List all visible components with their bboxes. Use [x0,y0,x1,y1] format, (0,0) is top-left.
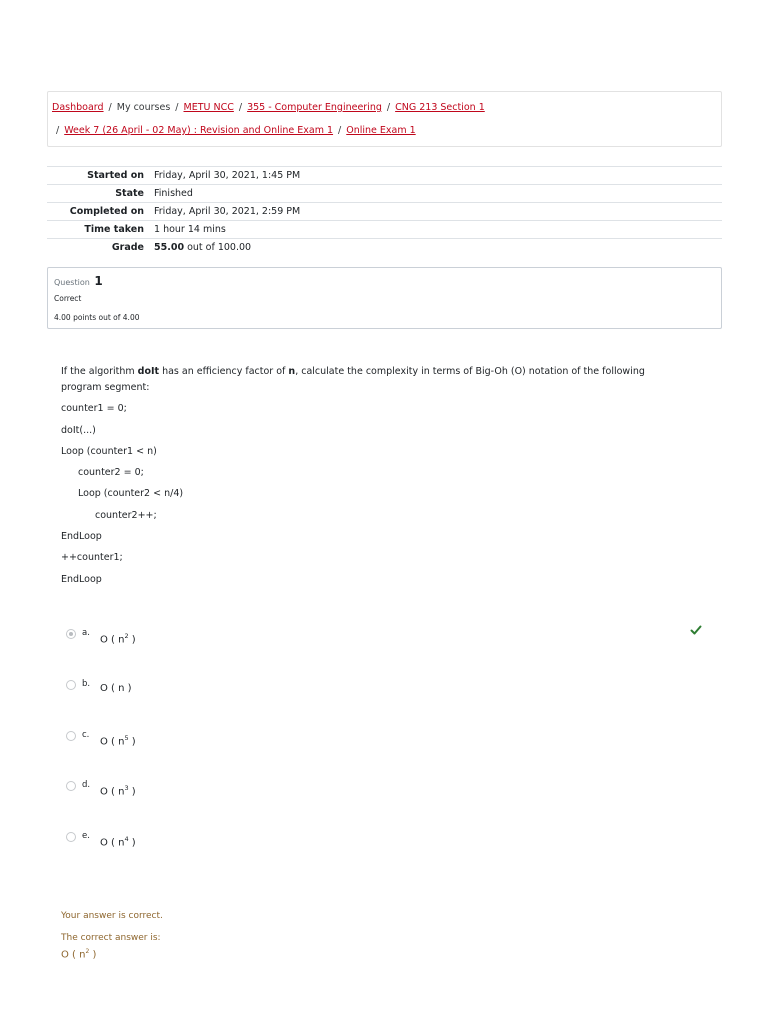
summary-row [47,203,722,221]
breadcrumb-line-1 [52,102,485,114]
correct-answer-value [61,948,96,960]
option-close: ) [128,786,136,798]
question-text [61,364,681,396]
option-text [100,835,136,848]
option-base: O ( n [100,837,125,849]
option-close: ) [128,634,136,646]
option-base: O ( n [100,736,125,748]
breadcrumb-exam-link[interactable]: Online Exam 1 [346,125,416,136]
question-text-part: has an efficiency factor of [159,366,289,377]
radio-button-d[interactable] [66,781,76,791]
summary-label-grade: Grade [111,242,144,253]
breadcrumb-dashboard-link[interactable]: Dashboard [52,102,104,113]
feedback-message: Your answer is correct. [61,911,163,921]
question-number-value: 1 [94,274,103,288]
summary-value-time-taken: 1 hour 14 mins [154,224,226,235]
breadcrumb-separator: / [175,102,179,113]
summary-label-completed: Completed on [69,206,144,217]
option-base: O ( n ) [100,683,132,694]
option-letter: e. [82,831,90,841]
option-letter: d. [82,780,91,790]
breadcrumb-week-link[interactable]: Week 7 (26 April - 02 May) : Revision and Online Exam 1 [64,125,334,136]
code-line: ++counter1; [61,552,123,563]
radio-button-a[interactable] [66,629,76,639]
option-text [100,784,136,797]
question-prefix: Question [54,278,90,287]
correct-answer-close: ) [89,949,97,961]
summary-row [47,221,722,239]
question-points: 4.00 points out of 4.00 [54,313,140,322]
question-state: Correct [54,294,82,303]
radio-button-b[interactable] [66,680,76,690]
summary-row [47,167,722,185]
option-exponent: 3 [124,784,129,792]
correct-answer-exponent: 2 [85,948,90,955]
radio-button-e[interactable] [66,832,76,842]
answer-option-e[interactable] [66,832,366,852]
code-line: Loop (counter1 < n) [61,446,157,457]
option-text [100,683,132,694]
option-text [100,632,136,645]
breadcrumb [47,91,722,147]
breadcrumb-separator: / [338,125,342,136]
option-close: ) [128,736,136,748]
breadcrumb-computer-engineering-link[interactable]: 355 - Computer Engineering [247,102,382,113]
code-line: EndLoop [61,531,102,542]
answer-option-a[interactable] [66,629,366,649]
summary-label-state: State [115,188,144,199]
correct-answer-label: The correct answer is: [61,933,161,943]
summary-value-started: Friday, April 30, 2021, 1:45 PM [154,170,301,181]
grade-rest: out of 100.00 [187,242,252,253]
breadcrumb-separator: / [56,125,60,136]
summary-row [47,239,722,257]
breadcrumb-separator: / [108,102,112,113]
code-line: counter1 = 0; [61,403,127,414]
option-letter: c. [82,730,90,740]
option-base: O ( n [100,786,125,798]
summary-value-completed: Friday, April 30, 2021, 2:59 PM [154,206,301,217]
radio-button-c[interactable] [66,731,76,741]
question-text-part: If the algorithm [61,366,138,377]
answer-option-c[interactable] [66,731,366,751]
option-letter: b. [82,679,91,689]
breadcrumb-my-courses: My courses [116,102,171,113]
option-close: ) [128,837,136,849]
breadcrumb-separator: / [238,102,243,113]
option-exponent: 2 [124,632,129,640]
option-exponent: 4 [124,835,129,843]
summary-value-state: Finished [154,188,193,199]
code-line: doIt(...) [61,425,96,436]
question-text-part: , calculate the complexity in terms of Big-Oh (O) notation of the following program segment: [61,366,645,393]
summary-label-time-taken: Time taken [84,224,144,235]
option-text [100,734,136,747]
summary-label-started: Started on [87,170,144,181]
correct-answer-base: O ( n [61,949,86,961]
breadcrumb-line-2 [56,125,416,137]
code-line: counter2 = 0; [78,467,144,478]
option-exponent: 5 [124,734,129,742]
question-text-bold-n: n [288,366,296,377]
code-line: EndLoop [61,574,102,585]
breadcrumb-separator: / [386,102,391,113]
summary-value-grade [150,239,722,257]
answer-option-b[interactable] [66,680,366,700]
option-base: O ( n [100,634,125,646]
question-info-box [47,267,722,329]
option-letter: a. [82,628,90,638]
breadcrumb-metu-ncc-link[interactable]: METU NCC [183,102,234,113]
code-line: Loop (counter2 < n/4) [78,488,184,499]
breadcrumb-course-link[interactable]: CNG 213 Section 1 [395,102,485,113]
code-line: counter2++; [95,510,157,521]
attempt-summary-table [47,166,722,257]
answer-option-d[interactable] [66,781,366,801]
grade-score: 55.00 [154,242,185,253]
check-icon [690,624,702,636]
question-number [54,274,103,288]
question-text-bold-doit: doIt [137,366,160,377]
summary-row [47,185,722,203]
